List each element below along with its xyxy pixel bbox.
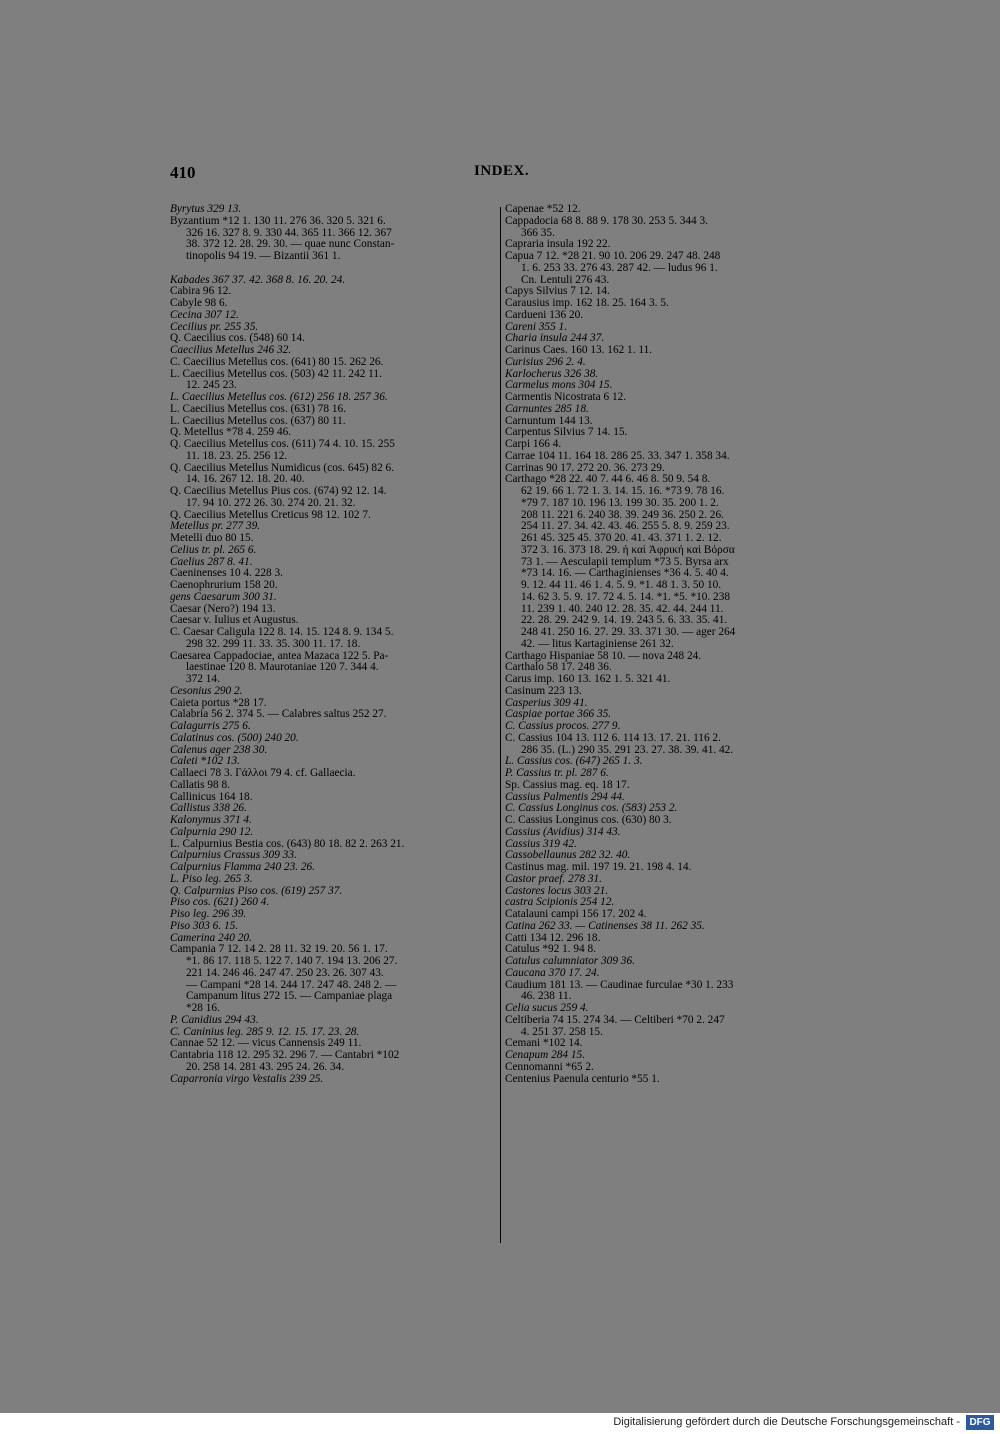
index-entry: Kalonymus 371 4. [170,815,252,826]
index-entry: Callaeci 78 3. Γάλλοι 79 4. cf. Gallaecia. [170,768,356,779]
index-entry: Cecina 307 12. [170,309,239,321]
index-entry: Carpentus Silvius 7 14. 15. [505,427,628,439]
index-entry: Callistus 338 26. [170,803,247,815]
index-entry: — Campani *28 14. 244 17. 247 48. 248 2. — [186,979,397,991]
index-entry: 12. 245 23. [186,380,237,392]
index-entry: 46. 238 11. [521,991,572,1003]
index-entry: Calpurnia 290 12. [170,826,254,838]
index-entry: 372 14. [186,674,220,685]
index-entry: Curisius 296 2. 4. [505,356,586,368]
index-entry: Castinus mag. mil. 197 19. 21. 198 4. 14. [505,862,692,873]
index-entry: Q. Calpurnius Piso cos. (619) 257 37. [170,885,343,897]
index-entry: Cardueni 136 20. [505,309,584,321]
index-entry: Callatis 98 8. [170,779,230,791]
index-entry: Caenophrurium 158 20. [170,580,278,591]
index-entry: Capraria insula 192 22. [505,239,611,251]
index-entry: Q. Caecilius Metellus Numidicus (cos. 645) 82 6. [170,462,395,474]
index-entry: Celius tr. pl. 265 6. [170,544,257,556]
index-entry: Cantabria 118 12. 295 32. 296 7. — Cantabri *102 [170,1050,400,1061]
index-entry: 17. 94 10. 272 26. 30. 274 20. 21. 32. [186,497,356,509]
entry-spacer [170,263,495,275]
index-entry: Cannae 52 12. — vicus Cannensis 249 11. [170,1038,362,1050]
index-entry: Castor praef. 278 31. [505,873,602,885]
page-number: 410 [170,163,196,182]
index-entry: Carnuntes 285 18. [505,403,589,415]
column-divider [500,207,501,1243]
index-entry: Catti 134 12. 296 18. [505,932,601,944]
index-entry: 14. 16. 267 12. 18. 20. 40. [186,474,305,486]
index-column-right [505,204,835,1085]
index-entry: C. Cassius Longinus cos. (583) 253 2. [505,803,678,815]
index-entry: Caleti *102 13. [170,756,240,768]
index-entry: 73 1. — Aesculapii templum *73 5. Byrsa arx [521,556,729,568]
index-entry: Caecilius Metellus 246 32. [170,345,292,356]
index-entry: Carrae 104 11. 164 18. 286 25. 33. 347 1. 358 34. [505,450,730,462]
index-entry: Carthago Hispaniae 58 10. — nova 248 24. [505,650,702,662]
index-entry: Calabria 56 2. 374 5. — Calabres saltus 252 27. [170,709,387,721]
index-entry: L. Caecilius Metellus cos. (637) 80 11. [170,415,346,427]
index-entry: 38. 372 12. 28. 29. 30. — quae nunc Constan- [186,239,395,251]
index-entry: Karlocherus 326 38. [505,368,599,380]
index-entry: L. Caecilius Metellus cos. (631) 78 16. [170,403,347,415]
index-entry: 9. 12. 44 11. 46 1. 4. 5. 9. *1. 48 1. 3. 50 10. [521,580,722,591]
index-entry: Calagurris 275 6. [170,721,251,732]
index-entry: P. Canidius 294 43. [170,1014,259,1026]
index-entry: Piso leg. 296 39. [170,909,247,920]
index-entry: C. Cassius procos. 277 9. [505,721,621,732]
index-entry: Carausius imp. 162 18. 25. 164 3. 5. [505,298,669,309]
index-entry: 62 19. 66 1. 72 1. 3. 14. 15. 16. *73 9. 78 16. [521,486,725,497]
index-entry: Carthago *28 22. 40 7. 44 6. 46 8. 50 9. 54 8. [505,474,711,486]
index-entry: tinopolis 94 19. — Bizantii 361 1. [186,251,341,262]
index-entry: C. Caesar Caligula 122 8. 14. 15. 124 8. 9. 134 5. [170,627,394,638]
index-entry: Calatinus cos. (500) 240 20. [170,732,299,744]
index-entry: Piso 303 6. 15. [170,920,239,932]
index-entry: C. Cassius 104 13. 112 6. 114 13. 17. 21. 116 2. [505,732,721,744]
index-entry: L. Cassius cos. (647) 265 1. 3. [505,756,643,768]
index-entry: Metellus pr. 277 39. [170,521,261,533]
index-entry: Caelius 287 8. 41. [170,556,253,568]
index-entry: 261 45. 325 45. 370 20. 41. 43. 371 1. 2. 12. [521,533,722,544]
index-entry: Catulus *92 1. 94 8. [505,944,597,956]
index-entry: Calenus ager 238 30. [170,744,268,756]
index-entry: *28 16. [186,1003,220,1014]
index-entry: Cassius Palmentis 294 44. [505,791,625,803]
index-entry: Caucana 370 17. 24. [505,967,600,979]
index-entry: Q. Caecilius Metellus Pius cos. (674) 92 12. 14. [170,486,387,497]
index-entry: *79 7. 187 10. 196 13. 199 30. 35. 200 1. 2. [521,497,719,509]
index-entry: Carpi 166 4. [505,439,562,450]
index-entry: gens Caesarum 300 31. [170,591,277,603]
index-entry: Casperius 309 41. [505,697,588,709]
index-entry: Carnuntum 144 13. [505,415,593,427]
index-entry: Cennomanni *65 2. [505,1061,594,1073]
index-entry: Celtiberia 74 15. 274 34. — Celtiberi *70 2. 247 [505,1014,725,1026]
index-entry: 372 3. 16. 373 18. 29. ἡ καὶ Ἀφρική καὶ Βόρσα [521,544,735,556]
index-entry: L. Calpurnius Bestia cos. (643) 80 18. 82 2. 263 21. [170,838,405,850]
index-entry: 286 35. (L.) 290 35. 291 23. 27. 38. 39. 41. 42. [521,744,734,756]
index-entry: Byzantium *12 1. 130 11. 276 36. 320 5. 321 6. [170,215,386,227]
index-entry: L. Caecilius Metellus cos. (503) 42 11. 242 11. [170,368,382,380]
dfg-logo: DFG [966,1415,994,1430]
index-entry: Cappadocia 68 8. 88 9. 178 30. 253 5. 344 3. [505,215,709,227]
index-entry: Cenapum 284 15. [505,1050,586,1061]
index-entry: Cn. Lentuli 276 43. [521,274,610,286]
index-entry: Piso cos. (621) 260 4. [170,897,270,909]
index-entry: C. Caecilius Metellus cos. (641) 80 15. 262 26. [170,356,384,368]
index-entry: Carthalo 58 17. 248 36. [505,662,612,674]
index-entry: Q. Caecilius cos. (548) 60 14. [170,333,305,345]
index-entry: Catalauni campi 156 17. 202 4. [505,909,647,920]
index-entry: *1. 86 17. 118 5. 122 7. 140 7. 194 13. 206 27. [186,956,398,967]
index-entry: 42. — litus Kartaginiense 261 32. [521,638,674,650]
index-column-left [170,204,495,1085]
index-entry: Q. Metellus *78 4. 259 46. [170,427,292,439]
index-entry: 298 32. 299 11. 33. 35. 300 11. 17. 18. [186,638,361,650]
index-entry: 11. 239 1. 40. 240 12. 28. 35. 42. 44. 244 11. [521,603,724,615]
index-entry: Kabades 367 37. 42. 368 8. 16. 20. 24. [170,274,346,286]
index-entry: Cabyle 98 6. [170,298,228,309]
index-entry: Cesonius 290 2. [170,685,243,697]
index-entry: Caesar (Nero?) 194 13. [170,603,276,615]
index-entry: Casinum 223 13. [505,685,582,697]
index-entry: Sp. Cassius mag. eq. 18 17. [505,779,630,791]
index-entry: 4. 251 37. 258 15. [521,1026,603,1038]
index-entry: Capua 7 12. *28 21. 90 10. 206 29. 247 48. 248 [505,251,721,262]
index-entry: Celia sucus 259 4. [505,1003,589,1014]
index-entry: Q. Caecilius Metellus Creticus 98 12. 102 7. [170,509,371,521]
index-entry: 208 11. 221 6. 240 38. 39. 249 36. 250 2. 26. [521,509,724,521]
index-entry: Caesarea Cappadociae, antea Mazaca 122 5. Pa- [170,650,389,662]
index-entry: 366 35. [521,227,555,239]
index-entry: Metelli duo 80 15. [170,533,254,544]
index-entry: Callinicus 164 18. [170,791,253,803]
index-entry: Q. Caecilius Metellus cos. (611) 74 4. 10. 15. 255 [170,439,395,450]
index-entry: Calpurnius Crassus 309 33. [170,850,297,862]
index-entry: Caeninenses 10 4. 228 3. [170,568,283,580]
index-entry: 20. 258 14. 281 43. 295 24. 26. 34. [186,1061,345,1073]
index-entry: Cassobellaunus 282 32. 40. [505,850,631,862]
index-entry: Cemani *102 14. [505,1038,583,1050]
index-entry: L. Piso leg. 265 3. [170,873,253,885]
index-entry: *73 14. 16. — Carthaginienses *36 4. 5. 40 4. [521,568,729,580]
index-entry: Campanum litus 272 15. — Campaniae plaga [186,991,393,1003]
index-entry: Cecilius pr. 255 35. [170,321,259,333]
index-entry: Catina 262 33. — Catinenses 38 11. 262 35. [505,920,705,932]
index-entry: Cassius 319 42. [505,838,577,850]
index-entry: 22. 28. 29. 242 9. 14. 19. 243 5. 6. 33. 35. 41. [521,615,728,627]
index-entry: Capenae *52 12. [505,204,581,215]
index-entry: Carmentis Nicostrata 6 12. [505,392,627,403]
index-entry: Capys Silvius 7 12. 14. [505,286,610,298]
index-entry: Caspiae portae 366 35. [505,709,612,721]
index-entry: Camerina 240 20. [170,932,252,944]
index-entry: 326 16. 327 8. 9. 330 44. 365 11. 366 12. 367 [186,227,392,239]
index-entry: Byrytus 329 13. [170,204,242,215]
index-entry: Catulus calumniator 309 36. [505,956,635,967]
page-title: INDEX. [474,163,530,179]
index-entry: L. Caecilius Metellus cos. (612) 256 18. 257 36. [170,392,388,403]
index-entry: Caparronia virgo Vestalis 239 25. [170,1073,324,1085]
index-entry: laestinae 120 8. Maurotaniae 120 7. 344 4. [186,662,379,674]
index-entry: Caesar v. Iulius et Augustus. [170,615,299,627]
footer-bar [0,1413,1000,1434]
index-entry: C. Cassius Longinus cos. (630) 80 3. [505,815,672,826]
index-entry: 248 41. 250 16. 27. 29. 33. 371 30. — ager 264 [521,627,736,638]
index-entry: 11. 18. 23. 25. 256 12. [186,450,288,462]
index-entry: C. Caninius leg. 285 9. 12. 15. 17. 23. 28. [170,1026,360,1038]
index-entry: Charia insula 244 37. [505,333,605,345]
index-entry: Caieta portus *28 17. [170,697,267,709]
index-entry: 221 14. 246 46. 247 47. 250 23. 26. 307 43. [186,967,384,979]
index-entry: Centenius Paenula centurio *55 1. [505,1073,660,1085]
footer-credit: Digitalisierung gefördert durch die Deutsche Forschungsgemeinschaft - [613,1416,960,1428]
index-entry: Carus imp. 160 13. 162 1. 5. 321 41. [505,674,671,685]
index-entry: 14. 62 3. 5. 9. 17. 72 4. 5. 14. *1. *5. *10. 238 [521,591,730,603]
index-entry: Calpurnius Flamma 240 23. 26. [170,862,315,873]
index-entry: P. Cassius tr. pl. 287 6. [505,768,609,779]
index-entry: Careni 355 1. [505,321,568,333]
index-entry: Carrinas 90 17. 272 20. 36. 273 29. [505,462,665,474]
index-entry: Caudium 181 13. — Caudinae furculae *30 1. 233 [505,979,734,991]
index-entry: 254 11. 27. 34. 42. 43. 46. 255 5. 8. 9. 259 23. [521,521,730,533]
index-entry: Castores locus 303 21. [505,885,609,897]
index-entry: Carmelus mons 304 15. [505,380,613,392]
index-entry: Campania 7 12. 14 2. 28 11. 32 19. 20. 56 1. 17. [170,944,388,956]
index-entry: 1. 6. 253 33. 276 43. 287 42. — ludus 96 1. [521,262,718,274]
index-entry: Cassius (Avidius) 314 43. [505,826,621,838]
index-entry: Cabira 96 12. [170,286,232,298]
index-entry: castra Scipionis 254 12. [505,897,615,909]
index-entry: Carinus Caes. 160 13. 162 1. 11. [505,345,653,356]
